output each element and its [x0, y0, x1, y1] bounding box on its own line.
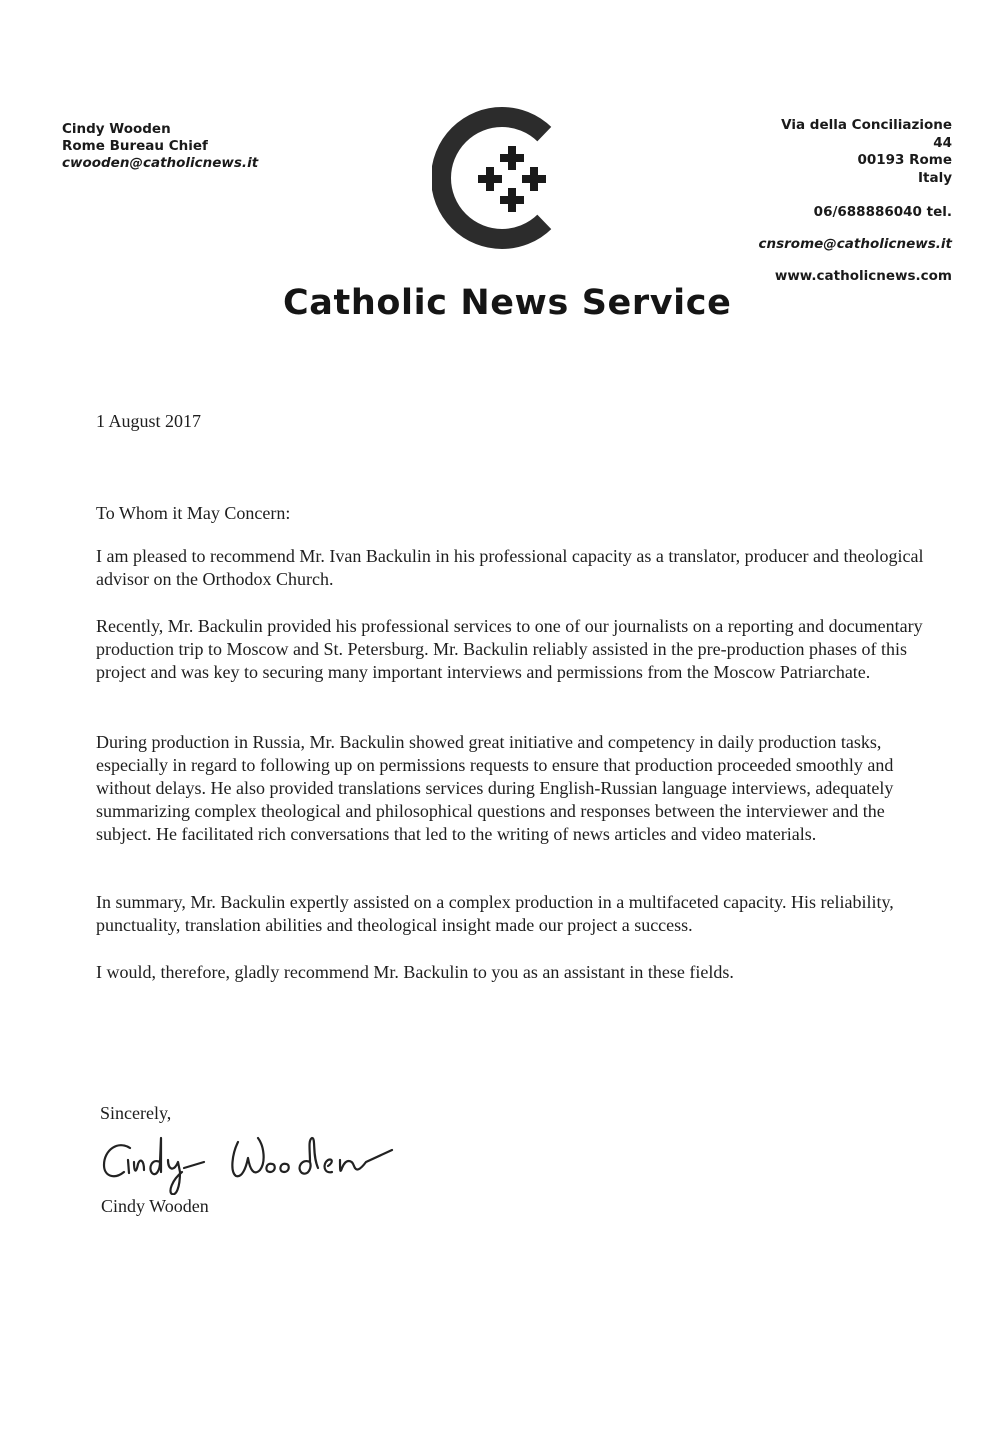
signer-name: Cindy Wooden: [101, 1196, 209, 1216]
sender-title: Rome Bureau Chief: [62, 138, 208, 154]
address-postal-city: 00193 Rome: [857, 152, 952, 168]
letter-paragraph: During production in Russia, Mr. Backulin showed great initiative and competency in daily production tasks, especially in regard to following up on permissions requests to ensure that production proceeded smoothly and without delays. He also provided translations services during English-Russian language interviews, adequately summarizing complex theological and philosophical questions and responses between the interviewer and the subject. He facilitated rich conversations that led to the writing of news articles and video materials.: [96, 732, 894, 844]
address-country: Italy: [917, 169, 952, 186]
letter-paragraph: I am pleased to recommend Mr. Ivan Backulin in his professional capacity as a translator, producer and theological advisor on the Orthodox Church.: [96, 546, 924, 589]
letter-paragraph: I would, therefore, gladly recommend Mr. Backulin to you as an assistant in these fields.: [96, 962, 734, 982]
organization-name: Catholic News Service: [283, 283, 732, 323]
address-number: 44: [933, 134, 952, 151]
sender-email: cwooden@catholicnews.it: [62, 155, 259, 171]
sender-name: Cindy Wooden: [62, 121, 171, 137]
address-block: [652, 117, 952, 286]
address-phone: 06/688886040 tel.: [813, 204, 952, 220]
address-website[interactable]: www.catholicnews.com: [774, 268, 952, 284]
letter-closing: Sincerely,: [100, 1103, 172, 1123]
address-email[interactable]: cnsrome@catholicnews.it: [758, 235, 952, 252]
sender-block: [62, 121, 258, 172]
cns-cross-logo-icon: [432, 103, 572, 253]
address-street: Via della Conciliazione: [781, 117, 952, 133]
handwritten-signature: [96, 1110, 426, 1195]
letter-paragraph: In summary, Mr. Backulin expertly assisted on a complex production in a multifaceted capacity. His reliability, punctuality, translation abilities and theological insight made our project a success.: [96, 892, 894, 935]
letter-salutation: To Whom it May Concern:: [96, 503, 291, 523]
letter-paragraph: Recently, Mr. Backulin provided his professional services to one of our journalists on a reporting and documentary production trip to Moscow and St. Petersburg. Mr. Backulin reliably assisted in the pre-production phases of this project and was key to securing many important interviews and permissions from the Moscow Patriarchate.: [96, 616, 923, 682]
letter-date: 1 August 2017: [96, 411, 202, 431]
